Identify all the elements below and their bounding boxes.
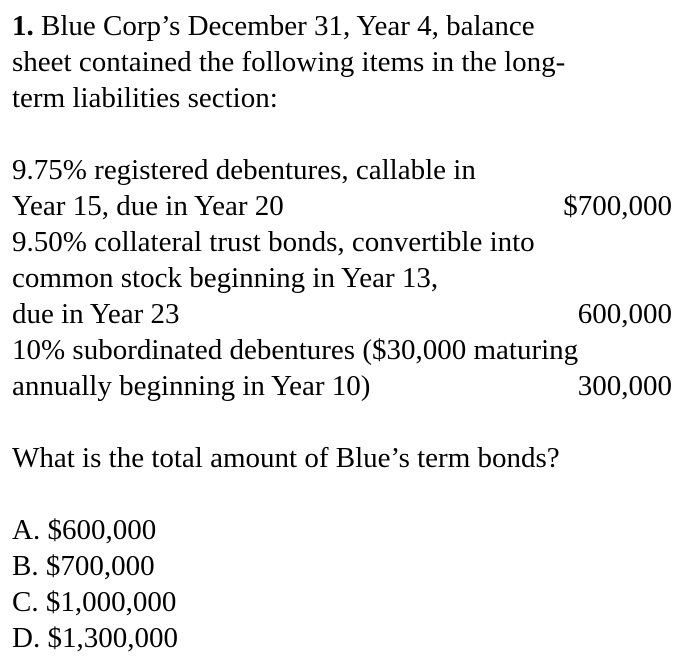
item-1-line-2 [12, 188, 672, 224]
spacer [12, 476, 672, 512]
question-intro-line-2 [12, 44, 672, 80]
item-1-text-2: Year 15, due in Year 20 [12, 190, 284, 222]
item-1-text-1: 9.75% registered debentures, callable in [12, 154, 476, 186]
item-3-line-2 [12, 368, 672, 404]
item-2-text-1: 9.50% collateral trust bonds, convertible into [12, 226, 535, 258]
item-2-line-1 [12, 224, 672, 260]
question-intro-line-1 [12, 8, 672, 44]
choice-a[interactable] [12, 512, 672, 548]
item-3-text-2: annually beginning in Year 10) [12, 370, 371, 402]
question-intro-line-3 [12, 80, 672, 116]
question-page [12, 8, 672, 656]
item-2-line-2 [12, 260, 672, 296]
choice-d-text: D. $1,300,000 [12, 622, 178, 654]
item-3-amount: 300,000 [577, 370, 672, 402]
choice-b[interactable] [12, 548, 672, 584]
choice-c[interactable] [12, 584, 672, 620]
choice-c-text: C. $1,000,000 [12, 586, 177, 618]
spacer [12, 404, 672, 440]
intro-text-1: Blue Corp’s December 31, Year 4, balance [41, 10, 535, 42]
intro-text-2: sheet contained the following items in the long- [12, 46, 566, 78]
item-1-amount: $700,000 [563, 190, 672, 222]
question-prompt [12, 440, 672, 476]
question-number: 1. [12, 10, 34, 42]
item-2-text-2: common stock beginning in Year 13, [12, 262, 439, 294]
spacer [12, 116, 672, 152]
choice-d[interactable] [12, 620, 672, 656]
item-2-amount: 600,000 [577, 298, 672, 330]
intro-text-3: term liabilities section: [12, 82, 278, 114]
item-3-text-1: 10% subordinated debentures ($30,000 maturing [12, 334, 579, 366]
item-2-text-3: due in Year 23 [12, 298, 180, 330]
prompt-text: What is the total amount of Blue’s term bonds? [12, 442, 560, 474]
choice-b-text: B. $700,000 [12, 550, 155, 582]
item-2-line-3 [12, 296, 672, 332]
item-1-line-1 [12, 152, 672, 188]
item-3-line-1 [12, 332, 672, 368]
choice-a-text: A. $600,000 [12, 514, 157, 546]
